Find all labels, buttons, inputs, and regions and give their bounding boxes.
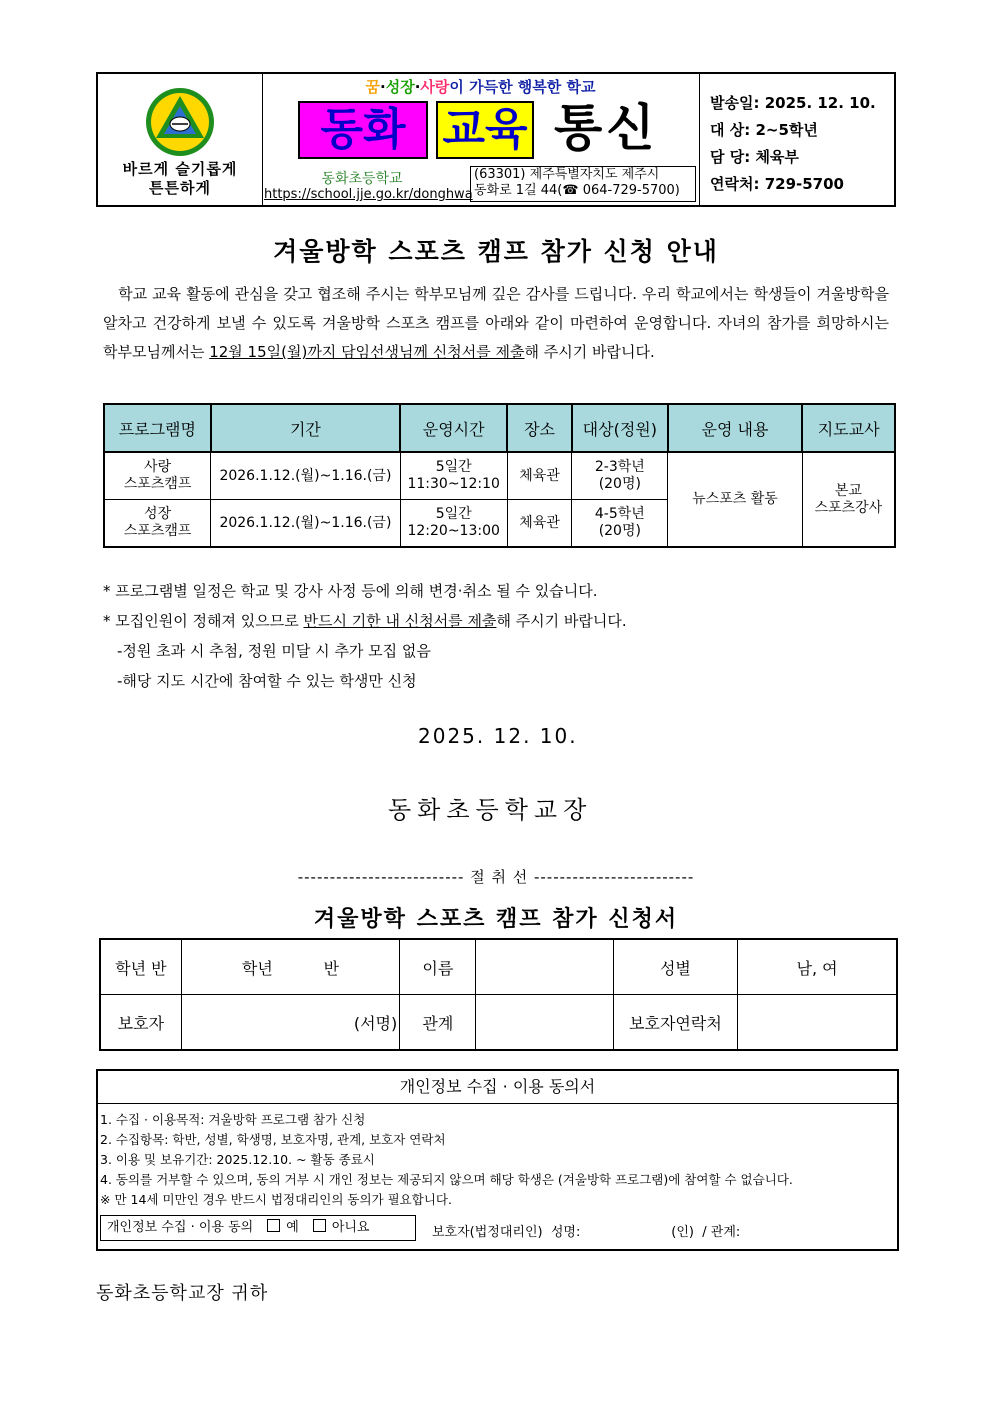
info-contact: 연락처: 729-5700 — [710, 175, 844, 193]
name-label: 이름 — [400, 939, 476, 995]
title-cell — [262, 74, 700, 205]
column-header: 장소 — [507, 404, 572, 452]
school-motto: 바르게 슬기롭게 튼튼하게 — [122, 160, 238, 197]
form-title: 겨울방학 스포츠 캠프 참가 신청서 — [313, 907, 679, 932]
note-item: * 모집인원이 정해져 있으므로 반드시 기한 내 신청서를 제출해 주시기 바랍니다. — [103, 612, 627, 630]
school-slogan: 꿈·성장·사랑이 가득한 행복한 학교 — [365, 78, 596, 96]
guardian-sign-field[interactable]: (서명) — [181, 995, 400, 1051]
teacher-cell: 본교 스포츠강사 — [802, 452, 895, 547]
grade-class-field[interactable]: 학년 반 — [181, 939, 400, 995]
form-row — [100, 995, 897, 1051]
info-cell — [700, 74, 896, 205]
cut-line: -------------------------- 절 취 선 ------------------------- — [297, 868, 695, 886]
gender-label: 성별 — [613, 939, 737, 995]
target-cell: 4-5학년 (20명) — [572, 500, 668, 548]
guardian-label: 보호자 — [100, 995, 181, 1051]
column-header: 운영시간 — [400, 404, 507, 452]
target-cell: 2-3학년 (20명) — [572, 452, 668, 500]
form-row — [100, 939, 897, 995]
agree-yes-checkbox[interactable] — [267, 1219, 280, 1232]
privacy-consent-box — [96, 1069, 899, 1251]
program-table — [103, 403, 896, 548]
school-address: (63301) 제주특별자치도 제주시 동화로 1길 44(☎ 064-729-5700) — [470, 166, 696, 202]
newsletter-header — [96, 72, 896, 207]
period-cell: 2026.1.12.(월)~1.16.(금) — [211, 452, 401, 500]
title-word-donghwa: 동화 — [298, 101, 428, 159]
place-cell: 체육관 — [507, 452, 572, 500]
consent-items — [98, 1104, 897, 1210]
column-header: 지도교사 — [802, 404, 895, 452]
program-name-cell: 성장 스포츠캠프 — [104, 500, 211, 548]
intro-paragraph: 학교 교육 활동에 관심을 갖고 협조해 주시는 학부모님께 깊은 감사를 드립니다. 우리 학교에서는 학생들이 겨울방학을 알차고 건강하게 보낼 수 있도록 겨울방학 스포츠 캠프를 아래와 같이 마련하여 운영합니다. 자녀의 참가를 희망하시는 학부모님께서는 12월 15일(월)까지 담임선생님께 신청서를 제출해 주시기 바랍니다. — [103, 285, 889, 361]
content-cell: 뉴스포츠 활동 — [668, 452, 803, 547]
closing-addressee: 동화초등학교장 귀하 — [96, 1283, 269, 1304]
column-header: 대상(정원) — [572, 404, 668, 452]
application-form — [99, 938, 898, 1051]
consent-item: 1. 수집 · 이용목적: 겨울방학 프로그램 참가 신청 — [100, 1112, 366, 1127]
time-cell: 5일간 12:20~13:00 — [400, 500, 507, 548]
notes — [103, 576, 627, 696]
note-item: -해당 지도 시간에 참여할 수 있는 학생만 신청 — [117, 672, 417, 690]
consent-item: 2. 수집항목: 학반, 성별, 학생명, 보호자명, 관계, 보호자 연락처 — [100, 1132, 446, 1147]
gender-field[interactable]: 남, 여 — [738, 939, 897, 995]
contact-field[interactable] — [738, 995, 897, 1051]
issue-date: 2025. 12. 10. — [418, 724, 578, 748]
table-row — [104, 452, 895, 500]
title-word-newsletter: 통신 — [554, 99, 659, 157]
note-item: -정원 초과 시 추첨, 정원 미달 시 추가 모집 없음 — [117, 642, 431, 660]
column-header: 프로그램명 — [104, 404, 211, 452]
info-department: 담 당: 체육부 — [710, 148, 799, 166]
note-item: * 프로그램별 일정은 학교 및 강사 사정 등에 의해 변경·취소 될 수 있습니다. — [103, 582, 598, 600]
grade-label: 학년 반 — [100, 939, 181, 995]
school-name: 동화초등학교 — [321, 171, 403, 187]
relation-label: 관계 — [400, 995, 476, 1051]
consent-item: 3. 이용 및 보유기간: 2025.12.10. ~ 활동 종료시 — [100, 1152, 375, 1167]
place-cell: 체육관 — [507, 500, 572, 548]
relation-field[interactable] — [476, 995, 613, 1051]
name-field[interactable] — [476, 939, 613, 995]
guardian-sign-line[interactable]: 보호자(법정대리인) 성명: (인) / 관계: — [432, 1225, 741, 1240]
consent-item: 4. 동의를 거부할 수 있으며, 동의 거부 시 개인 정보는 제공되지 않으며 해당 학생은 (겨울방학 프로그램)에 참여할 수 없습니다. — [100, 1172, 793, 1187]
consent-title: 개인정보 수집 · 이용 동의서 — [98, 1071, 897, 1104]
table-header-row — [104, 404, 895, 452]
principal-signature: 동화초등학교장 — [388, 796, 593, 824]
period-cell: 2026.1.12.(월)~1.16.(금) — [211, 500, 401, 548]
school-emblem-cell — [98, 74, 263, 205]
school-url-link[interactable]: https://school.jje.go.kr/donghwa — [264, 187, 473, 202]
time-cell: 5일간 11:30~12:10 — [400, 452, 507, 500]
consent-agree-box: 개인정보 수집 · 이용 동의 예 아니요 — [100, 1215, 416, 1241]
column-header: 기간 — [211, 404, 401, 452]
school-logo-icon — [144, 86, 216, 158]
page-title: 겨울방학 스포츠 캠프 참가 신청 안내 — [273, 237, 719, 266]
consent-item: ※ 만 14세 미만인 경우 반드시 법정대리인의 동의가 필요합니다. — [100, 1192, 452, 1207]
agree-no-checkbox[interactable] — [313, 1219, 326, 1232]
info-target: 대 상: 2~5학년 — [710, 121, 818, 139]
column-header: 운영 내용 — [668, 404, 803, 452]
contact-label: 보호자연락처 — [613, 995, 737, 1051]
title-word-education: 교육 — [436, 101, 534, 159]
program-name-cell: 사랑 스포츠캠프 — [104, 452, 211, 500]
info-send-date: 발송일: 2025. 12. 10. — [710, 94, 876, 112]
